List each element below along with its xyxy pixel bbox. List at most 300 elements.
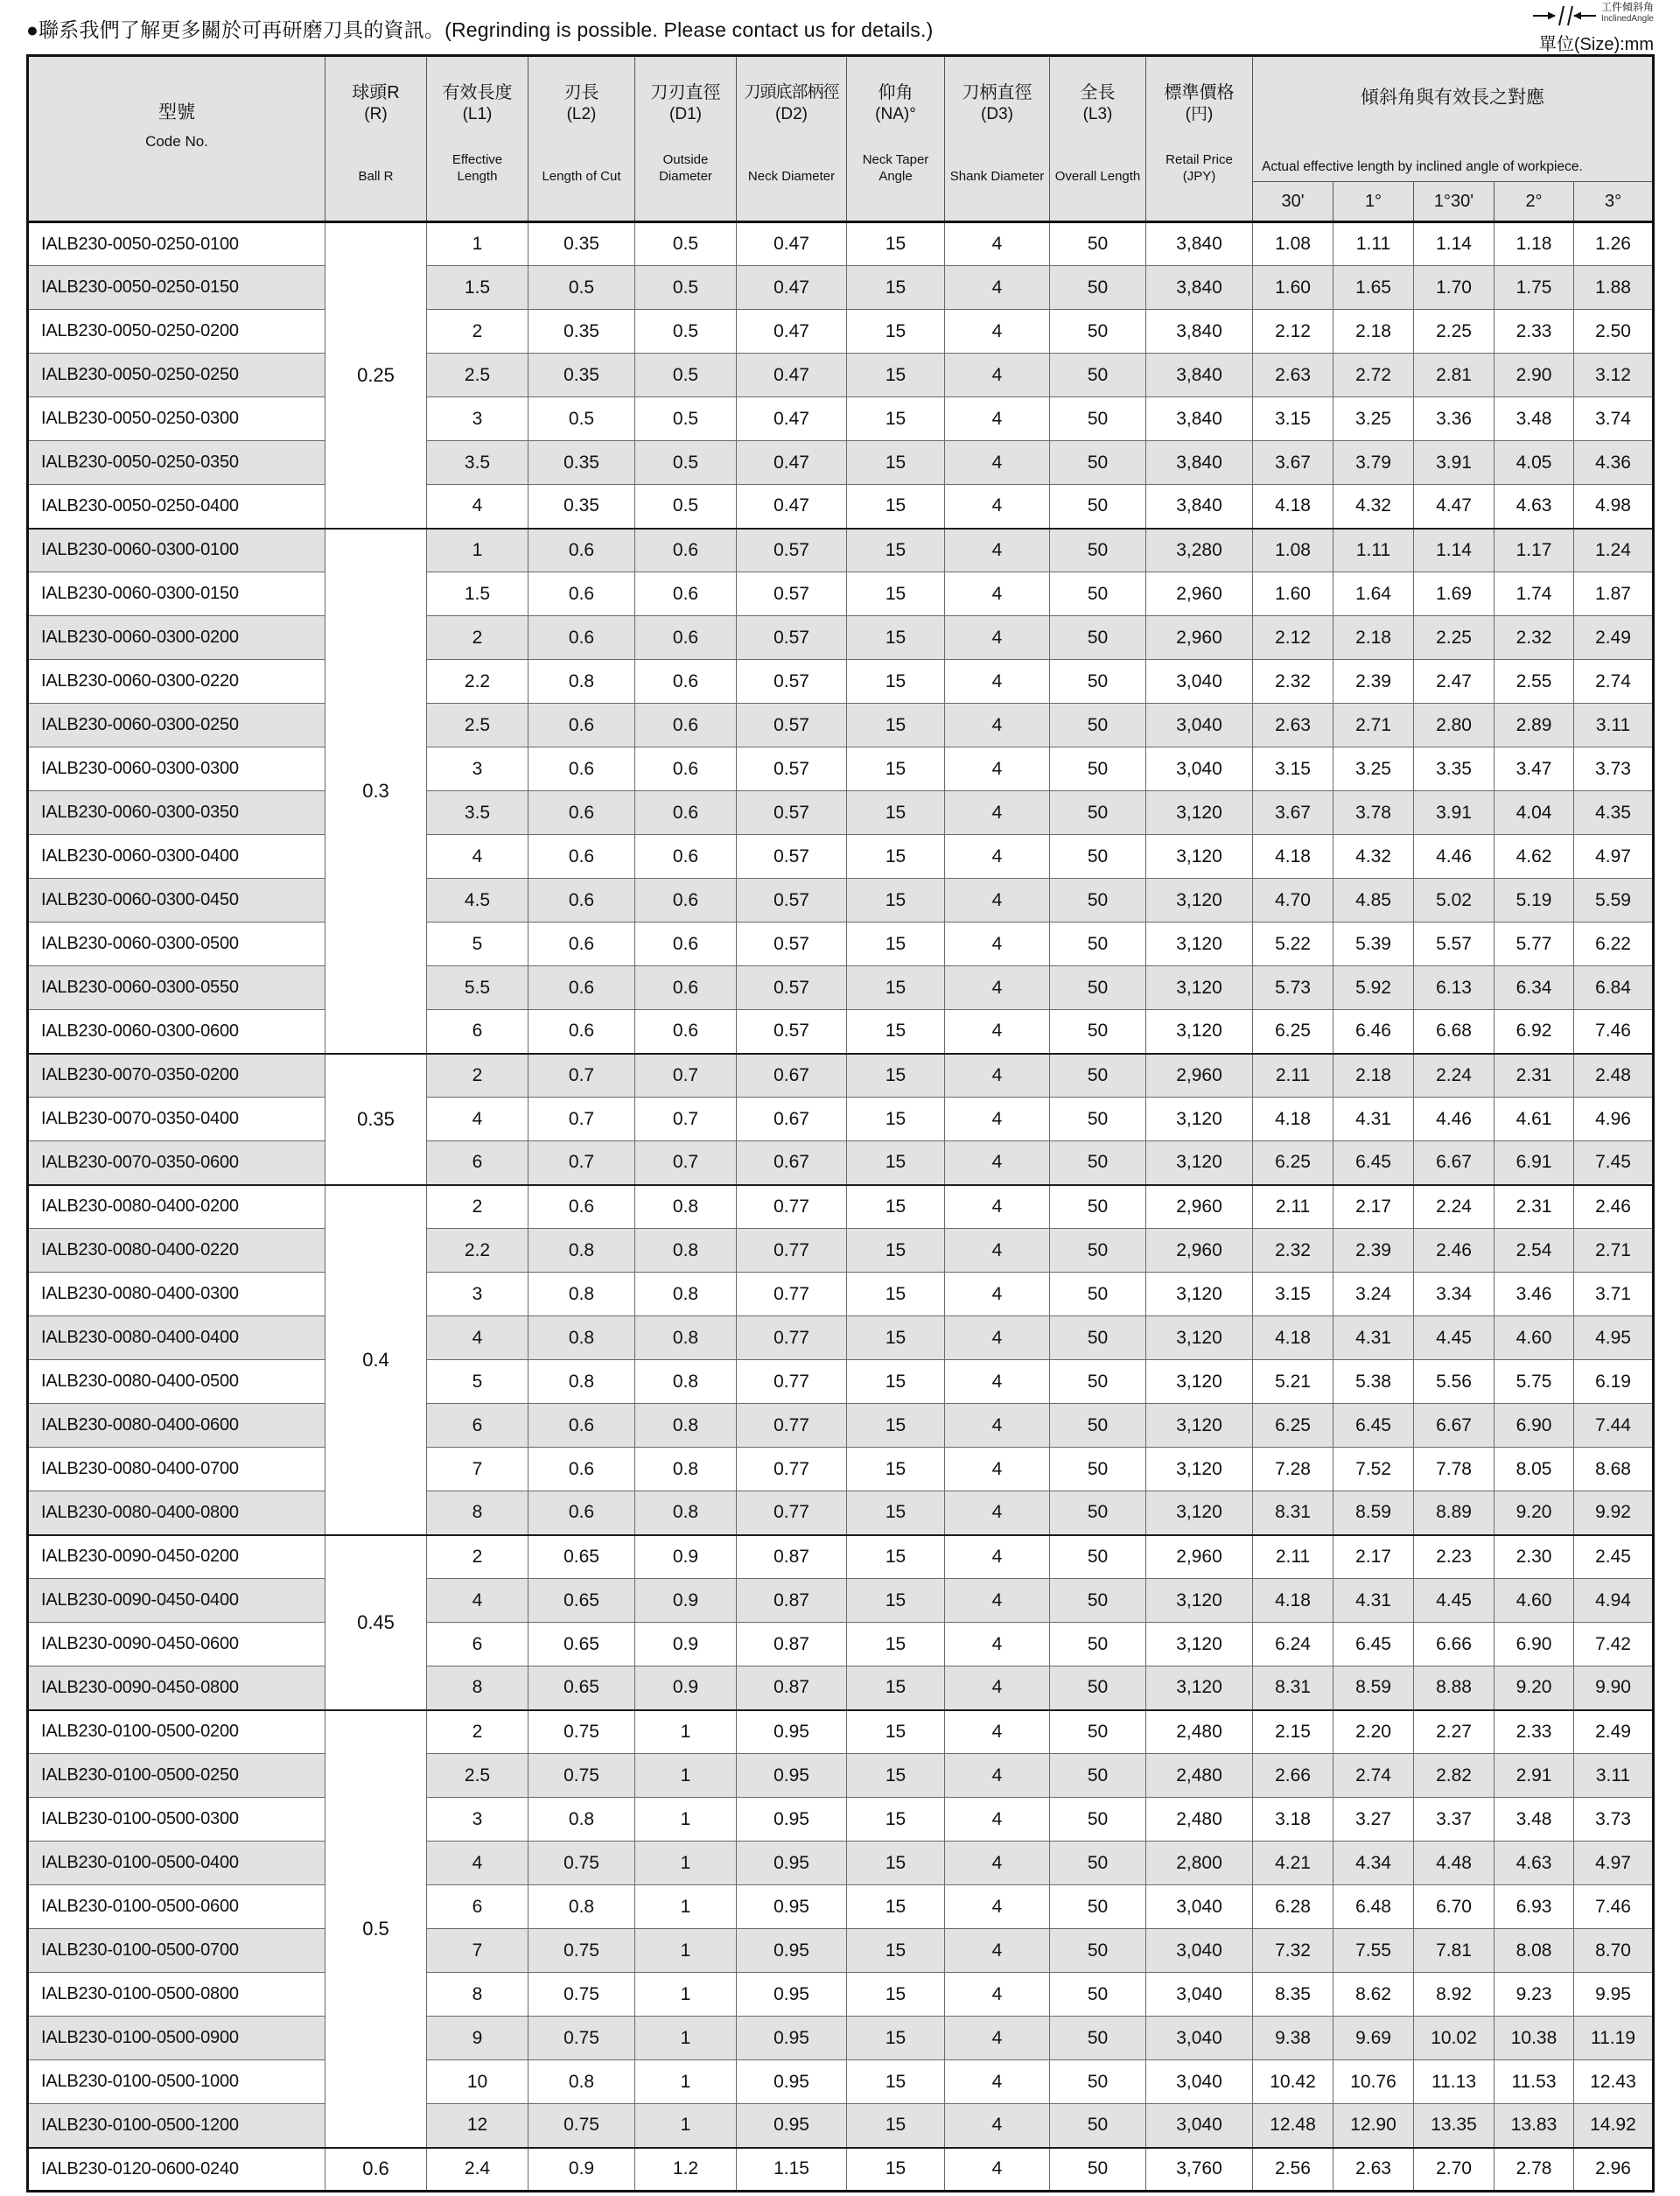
cell-l1: 6 [427,1010,528,1054]
cell-code: IALB230-0080-0400-0200 [28,1185,326,1229]
cell-l3: 50 [1050,1273,1146,1316]
cell-a130: 3.36 [1414,397,1494,441]
cell-price: 3,040 [1146,2104,1253,2148]
cell-na: 15 [847,1010,945,1054]
cell-l3: 50 [1050,1885,1146,1929]
table-row [28,485,1654,529]
cell-code: IALB230-0060-0300-0550 [28,966,326,1010]
header-neck-diameter: 刀頭底部柄徑 (D2) Neck Diameter [737,56,847,222]
cell-a100: 4.31 [1334,1316,1414,1360]
cell-d2: 0.57 [737,966,847,1010]
cell-a130: 11.13 [1414,2060,1494,2104]
cell-a200: 9.23 [1494,1973,1574,2017]
table-row [28,1666,1654,1710]
cell-l3: 50 [1050,1316,1146,1360]
cell-code: IALB230-0080-0400-0300 [28,1273,326,1316]
cell-l2: 0.8 [528,1798,635,1842]
cell-a100: 2.18 [1334,310,1414,354]
cell-code: IALB230-0100-0500-0600 [28,1885,326,1929]
cell-a200: 2.90 [1494,354,1574,397]
cell-a130: 2.23 [1414,1535,1494,1579]
cell-d2: 0.87 [737,1666,847,1710]
cell-code: IALB230-0090-0450-0200 [28,1535,326,1579]
cell-ball-r: 0.5 [326,1710,427,2148]
cell-l1: 4 [427,1579,528,1623]
cell-l1: 3.5 [427,441,528,485]
cell-code: IALB230-0060-0300-0600 [28,1010,326,1054]
cell-l1: 8 [427,1491,528,1535]
cell-d2: 0.77 [737,1404,847,1448]
cell-l2: 0.8 [528,1360,635,1404]
cell-l3: 50 [1050,1754,1146,1798]
cell-d1: 1 [635,1754,737,1798]
cell-code: IALB230-0100-0500-0200 [28,1710,326,1754]
cell-l2: 0.75 [528,1973,635,2017]
cell-price: 2,960 [1146,616,1253,660]
cell-a130: 4.48 [1414,1842,1494,1885]
cell-a130: 7.78 [1414,1448,1494,1491]
cell-l3: 50 [1050,222,1146,266]
unit-size-label: 單位(Size):mm [1538,35,1654,54]
cell-price: 3,120 [1146,835,1253,879]
cell-price: 3,040 [1146,747,1253,791]
spec-table [26,54,1655,2192]
cell-d1: 0.7 [635,1098,737,1141]
cell-d1: 0.6 [635,791,737,835]
cell-price: 3,120 [1146,1360,1253,1404]
cell-price: 2,960 [1146,1535,1253,1579]
header-outside-diameter: 刀刃直徑 (D1) Outside Diameter [635,56,737,222]
cell-l1: 2.5 [427,704,528,747]
header-incline-group: 傾斜角與有效長之對應 Actual effective length by inclined angle of workpiece. [1253,56,1654,182]
cell-a130: 5.02 [1414,879,1494,923]
cell-a130: 3.34 [1414,1273,1494,1316]
cell-a200: 4.60 [1494,1316,1574,1360]
cell-a200: 6.90 [1494,1404,1574,1448]
table-row [28,835,1654,879]
table-row [28,1579,1654,1623]
cell-a300: 2.50 [1574,310,1654,354]
cell-l2: 0.35 [528,222,635,266]
cell-d1: 0.6 [635,747,737,791]
cell-d1: 0.5 [635,397,737,441]
cell-a100: 8.59 [1334,1666,1414,1710]
cell-d1: 0.8 [635,1404,737,1448]
cell-a130: 2.24 [1414,1185,1494,1229]
cell-d3: 4 [945,1535,1050,1579]
cell-a100: 3.25 [1334,747,1414,791]
cell-d2: 0.95 [737,2060,847,2104]
cell-a100: 2.17 [1334,1535,1414,1579]
cell-l1: 4 [427,1316,528,1360]
cell-a100: 6.48 [1334,1885,1414,1929]
cell-l3: 50 [1050,1404,1146,1448]
header-retail-price: 標準價格 (円) Retail Price (JPY) [1146,56,1253,222]
table-row [28,2104,1654,2148]
cell-na: 15 [847,879,945,923]
cell-price: 3,280 [1146,529,1253,572]
cell-a300: 1.87 [1574,572,1654,616]
cell-d2: 0.47 [737,266,847,310]
cell-a130: 4.46 [1414,835,1494,879]
cell-a300: 3.11 [1574,704,1654,747]
table-row [28,1229,1654,1273]
header-overall-length: 全長 (L3) Overall Length [1050,56,1146,222]
cell-d2: 0.67 [737,1141,847,1185]
cell-d1: 0.9 [635,1666,737,1710]
header-ball-r: 球頭R (R) Ball R [326,56,427,222]
cell-d2: 0.95 [737,1973,847,2017]
cell-d2: 0.57 [737,616,847,660]
cell-na: 15 [847,660,945,704]
cell-na: 15 [847,2148,945,2192]
cell-a100: 6.46 [1334,1010,1414,1054]
cell-d2: 0.57 [737,704,847,747]
cell-a300: 4.97 [1574,835,1654,879]
cell-na: 15 [847,1448,945,1491]
cell-price: 2,960 [1146,572,1253,616]
table-row [28,1185,1654,1229]
cell-d1: 0.6 [635,616,737,660]
cell-price: 3,040 [1146,1929,1253,1973]
table-row [28,1141,1654,1185]
cell-d1: 0.6 [635,572,737,616]
cell-a300: 7.45 [1574,1141,1654,1185]
cell-code: IALB230-0100-0500-0800 [28,1973,326,2017]
cell-l3: 50 [1050,310,1146,354]
cell-code: IALB230-0100-0500-0250 [28,1754,326,1798]
cell-a100: 3.78 [1334,791,1414,835]
cell-a200: 1.18 [1494,222,1574,266]
cell-l2: 0.6 [528,923,635,966]
cell-a100: 8.62 [1334,1973,1414,2017]
cell-price: 2,800 [1146,1842,1253,1885]
cell-a130: 6.13 [1414,966,1494,1010]
cell-code: IALB230-0050-0250-0250 [28,354,326,397]
cell-d1: 0.8 [635,1360,737,1404]
cell-d3: 4 [945,1929,1050,1973]
cell-code: IALB230-0100-0500-0400 [28,1842,326,1885]
cell-a100: 4.31 [1334,1098,1414,1141]
cell-price: 3,760 [1146,2148,1253,2192]
cell-a300: 3.73 [1574,747,1654,791]
cell-d1: 0.5 [635,310,737,354]
cell-a300: 12.43 [1574,2060,1654,2104]
cell-l2: 0.6 [528,529,635,572]
cell-d2: 0.47 [737,310,847,354]
table-row [28,1842,1654,1885]
cell-a100: 7.55 [1334,1929,1414,1973]
cell-na: 15 [847,1623,945,1666]
cell-ball-r: 0.3 [326,529,427,1054]
cell-a100: 10.76 [1334,2060,1414,2104]
table-row [28,1973,1654,2017]
cell-code: IALB230-0090-0450-0600 [28,1623,326,1666]
table-body [28,222,1654,2192]
cell-d3: 4 [945,1842,1050,1885]
cell-a100: 6.45 [1334,1623,1414,1666]
cell-a030: 2.12 [1253,310,1334,354]
cell-d1: 0.6 [635,835,737,879]
cell-a100: 2.39 [1334,1229,1414,1273]
cell-l1: 7 [427,1448,528,1491]
cell-a200: 3.47 [1494,747,1574,791]
cell-na: 15 [847,1098,945,1141]
cell-na: 15 [847,1273,945,1316]
cell-price: 3,120 [1146,1579,1253,1623]
cell-code: IALB230-0060-0300-0400 [28,835,326,879]
cell-d3: 4 [945,923,1050,966]
cell-d3: 4 [945,1010,1050,1054]
cell-code: IALB230-0060-0300-0150 [28,572,326,616]
cell-na: 15 [847,310,945,354]
cell-code: IALB230-0080-0400-0800 [28,1491,326,1535]
header-neck-taper-angle: 仰角 (NA)° Neck Taper Angle [847,56,945,222]
cell-a300: 2.49 [1574,1710,1654,1754]
cell-a300: 5.59 [1574,879,1654,923]
cell-d3: 4 [945,1666,1050,1710]
cell-na: 15 [847,1798,945,1842]
cell-d2: 0.67 [737,1098,847,1141]
cell-price: 3,840 [1146,485,1253,529]
cell-code: IALB230-0060-0300-0200 [28,616,326,660]
cell-price: 3,120 [1146,1623,1253,1666]
cell-code: IALB230-0060-0300-0450 [28,879,326,923]
cell-a200: 5.19 [1494,879,1574,923]
cell-a130: 1.14 [1414,529,1494,572]
cell-l1: 1 [427,529,528,572]
cell-l2: 0.6 [528,879,635,923]
cell-l1: 2.2 [427,660,528,704]
cell-l3: 50 [1050,923,1146,966]
cell-a200: 4.62 [1494,835,1574,879]
cell-a130: 6.70 [1414,1885,1494,1929]
cell-d3: 4 [945,1491,1050,1535]
cell-a030: 6.25 [1253,1141,1334,1185]
cell-price: 3,840 [1146,266,1253,310]
cell-a030: 5.22 [1253,923,1334,966]
cell-a300: 3.12 [1574,354,1654,397]
cell-a200: 2.31 [1494,1185,1574,1229]
cell-d1: 0.9 [635,1579,737,1623]
cell-l2: 0.75 [528,1754,635,1798]
cell-a130: 4.46 [1414,1098,1494,1141]
cell-a030: 2.32 [1253,1229,1334,1273]
cell-a200: 4.04 [1494,791,1574,835]
cell-price: 3,120 [1146,791,1253,835]
cell-l1: 8 [427,1973,528,2017]
cell-d1: 0.8 [635,1448,737,1491]
cell-ball-r: 0.25 [326,222,427,529]
cell-d1: 0.6 [635,923,737,966]
cell-l2: 0.8 [528,1229,635,1273]
cell-a200: 6.92 [1494,1010,1574,1054]
cell-a300: 3.74 [1574,397,1654,441]
cell-l3: 50 [1050,791,1146,835]
table-row [28,660,1654,704]
cell-a300: 4.98 [1574,485,1654,529]
cell-d3: 4 [945,1054,1050,1098]
cell-a200: 4.60 [1494,1579,1574,1623]
cell-l2: 0.6 [528,616,635,660]
cell-a100: 2.20 [1334,1710,1414,1754]
cell-l2: 0.8 [528,1885,635,1929]
table-row [28,1885,1654,1929]
cell-l1: 2 [427,1710,528,1754]
cell-code: IALB230-0060-0300-0300 [28,747,326,791]
cell-code: IALB230-0060-0300-0350 [28,791,326,835]
table-row [28,1448,1654,1491]
cell-l3: 50 [1050,1098,1146,1141]
cell-l1: 3.5 [427,791,528,835]
cell-l3: 50 [1050,1229,1146,1273]
cell-d3: 4 [945,1754,1050,1798]
cell-price: 3,120 [1146,923,1253,966]
cell-l2: 0.65 [528,1666,635,1710]
cell-a030: 3.15 [1253,397,1334,441]
cell-l2: 0.6 [528,835,635,879]
cell-d2: 0.77 [737,1229,847,1273]
cell-d3: 4 [945,485,1050,529]
cell-d2: 0.95 [737,2017,847,2060]
cell-a200: 4.61 [1494,1098,1574,1141]
cell-l3: 50 [1050,441,1146,485]
cell-na: 15 [847,1360,945,1404]
cell-l3: 50 [1050,2148,1146,2192]
cell-l1: 2 [427,1054,528,1098]
table-row [28,1404,1654,1448]
cell-a130: 6.67 [1414,1141,1494,1185]
cell-l1: 2 [427,616,528,660]
cell-l2: 0.9 [528,2148,635,2192]
cell-l1: 5.5 [427,966,528,1010]
cell-a200: 10.38 [1494,2017,1574,2060]
cell-l3: 50 [1050,397,1146,441]
cell-l3: 50 [1050,1842,1146,1885]
cell-d3: 4 [945,1316,1050,1360]
cell-a030: 2.66 [1253,1754,1334,1798]
cell-price: 3,120 [1146,1316,1253,1360]
cell-d1: 0.6 [635,660,737,704]
cell-a200: 2.33 [1494,1710,1574,1754]
cell-a200: 2.32 [1494,616,1574,660]
cell-a200: 2.55 [1494,660,1574,704]
cell-code: IALB230-0050-0250-0100 [28,222,326,266]
cell-code: IALB230-0090-0450-0800 [28,1666,326,1710]
cell-a300: 7.44 [1574,1404,1654,1448]
cell-d3: 4 [945,1185,1050,1229]
cell-a100: 3.25 [1334,397,1414,441]
cell-l1: 8 [427,1666,528,1710]
cell-a030: 2.32 [1253,660,1334,704]
cell-price: 3,120 [1146,966,1253,1010]
table-row [28,1798,1654,1842]
table-row [28,791,1654,835]
cell-na: 15 [847,572,945,616]
cell-d2: 0.87 [737,1623,847,1666]
cell-a130: 7.81 [1414,1929,1494,1973]
cell-price: 3,120 [1146,1404,1253,1448]
cell-l1: 3 [427,397,528,441]
cell-d3: 4 [945,266,1050,310]
cell-d1: 0.7 [635,1141,737,1185]
cell-a100: 5.38 [1334,1360,1414,1404]
cell-d2: 0.95 [737,1929,847,1973]
cell-l1: 3 [427,1798,528,1842]
cell-l3: 50 [1050,1929,1146,1973]
cell-a030: 7.28 [1253,1448,1334,1491]
cell-code: IALB230-0080-0400-0600 [28,1404,326,1448]
cell-l2: 0.8 [528,660,635,704]
cell-a200: 9.20 [1494,1491,1574,1535]
cell-d2: 0.47 [737,485,847,529]
cell-a030: 4.21 [1253,1842,1334,1885]
cell-a130: 8.88 [1414,1666,1494,1710]
cell-d1: 0.8 [635,1273,737,1316]
cell-price: 3,120 [1146,1098,1253,1141]
table-row [28,1929,1654,1973]
cell-a100: 8.59 [1334,1491,1414,1535]
header-code-en: Code No. [145,133,208,150]
cell-na: 15 [847,747,945,791]
cell-d3: 4 [945,616,1050,660]
cell-l3: 50 [1050,1185,1146,1229]
cell-l2: 0.6 [528,791,635,835]
cell-d2: 0.47 [737,441,847,485]
cell-a300: 8.70 [1574,1929,1654,1973]
cell-price: 2,960 [1146,1185,1253,1229]
cell-a200: 6.93 [1494,1885,1574,1929]
cell-a200: 13.83 [1494,2104,1574,2148]
cell-a200: 2.33 [1494,310,1574,354]
cell-d2: 0.57 [737,1010,847,1054]
cell-d1: 1 [635,1929,737,1973]
cell-a130: 3.91 [1414,441,1494,485]
cell-price: 3,040 [1146,1973,1253,2017]
cell-d1: 0.6 [635,966,737,1010]
cell-d2: 0.57 [737,660,847,704]
cell-a300: 4.97 [1574,1842,1654,1885]
cell-d3: 4 [945,2104,1050,2148]
cell-a030: 12.48 [1253,2104,1334,2148]
cell-a030: 6.25 [1253,1404,1334,1448]
cell-na: 15 [847,616,945,660]
cell-d1: 1.2 [635,2148,737,2192]
cell-l3: 50 [1050,1623,1146,1666]
cell-a200: 5.77 [1494,923,1574,966]
cell-a300: 6.22 [1574,923,1654,966]
cell-a100: 3.27 [1334,1798,1414,1842]
cell-l3: 50 [1050,1535,1146,1579]
cell-na: 15 [847,1885,945,1929]
cell-d3: 4 [945,1273,1050,1316]
cell-l3: 50 [1050,879,1146,923]
cell-price: 3,120 [1146,1448,1253,1491]
cell-d1: 0.9 [635,1535,737,1579]
cell-a200: 11.53 [1494,2060,1574,2104]
cell-price: 3,040 [1146,2017,1253,2060]
cell-a300: 9.90 [1574,1666,1654,1710]
cell-d2: 0.57 [737,572,847,616]
cell-code: IALB230-0070-0350-0400 [28,1098,326,1141]
cell-a130: 1.70 [1414,266,1494,310]
cell-na: 15 [847,835,945,879]
cell-a200: 8.08 [1494,1929,1574,1973]
cell-price: 3,040 [1146,704,1253,747]
cell-d2: 0.95 [737,1885,847,1929]
cell-a130: 10.02 [1414,2017,1494,2060]
cell-a030: 3.15 [1253,1273,1334,1316]
